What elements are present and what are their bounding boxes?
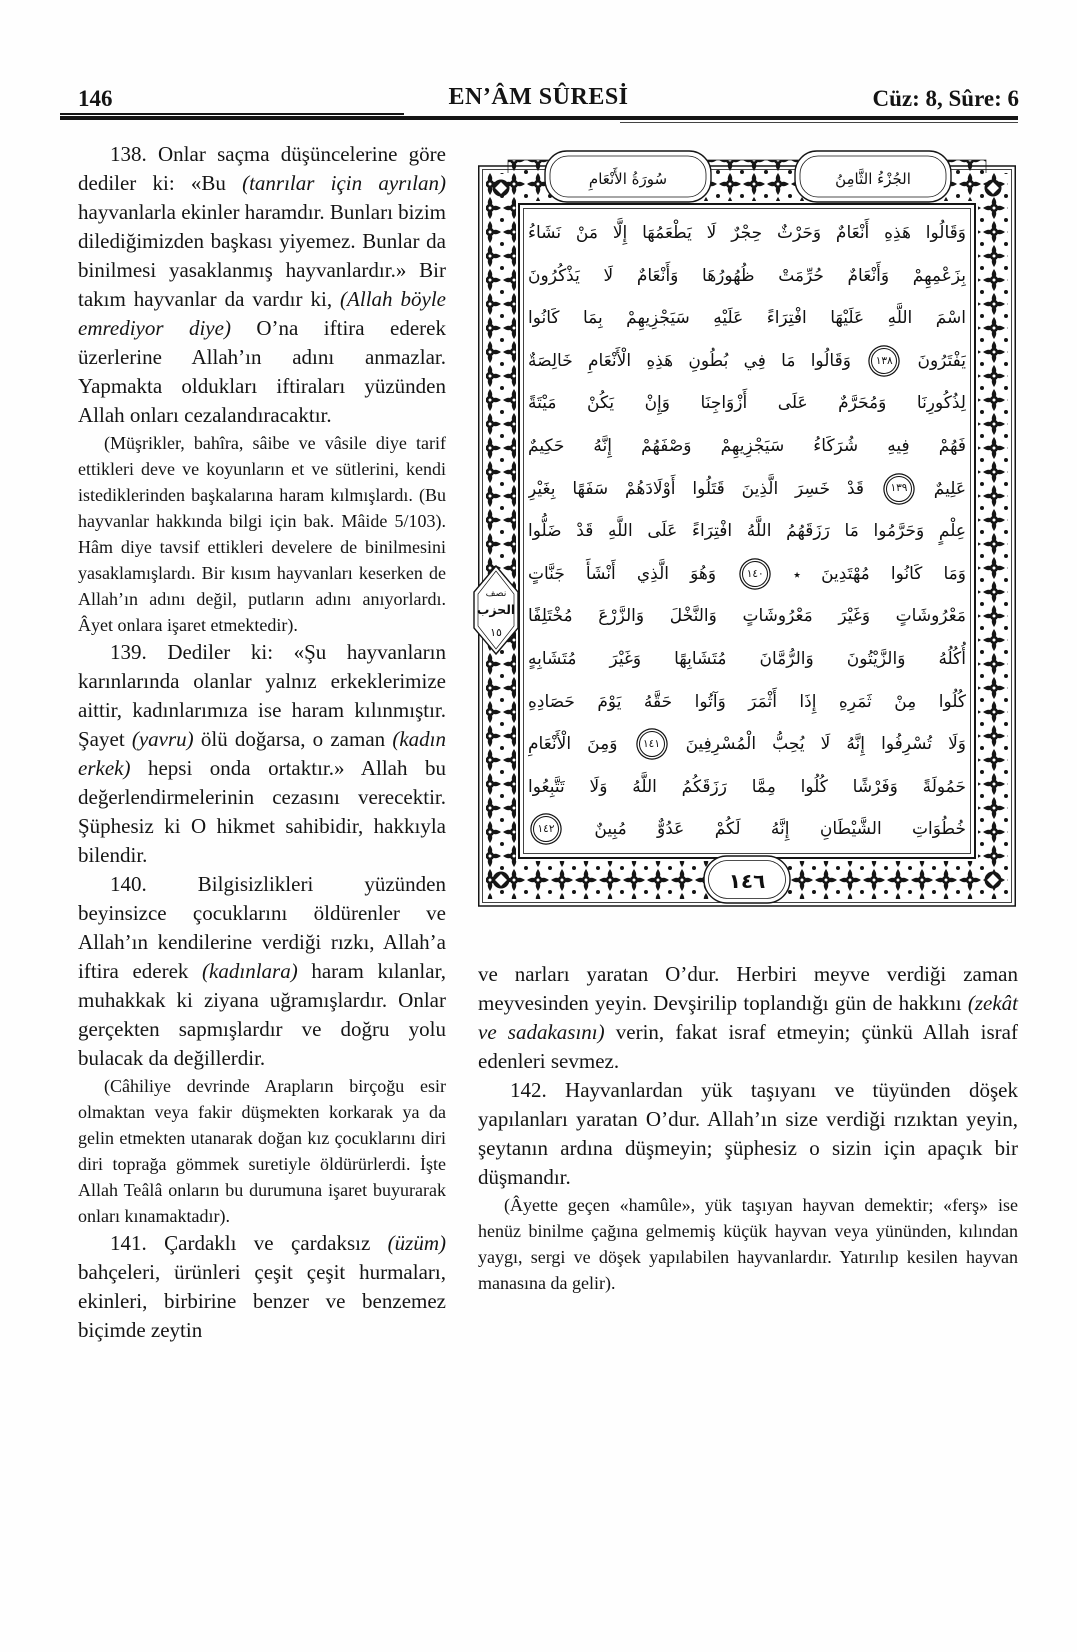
juz-cartouche-label: الجُزْءُ الثَّامِنُ (835, 170, 911, 188)
arabic-line: خُطُوَاتِ الشَّيْطَانِ إِنَّهُ لَكُمْ عَدُوٌّ مُبِينٌ ١٤٢ (528, 808, 966, 851)
verse-paragraph: 142. Hayvanlardan yük taşıyanı ve tüyünden döşek yapılanları yaratan O’dur. Allah’ın size verdiği rızıktan yeyin, şeytanın ardına düşmeyin; şüphesiz o sizin için apaçık bir düşmandır. (478, 1078, 1018, 1189)
translation-left-column (78, 140, 446, 1345)
surah-cartouche-label: سُورَةُ الأَنْعَامِ (588, 170, 668, 188)
arabic-line: كُلُوا مِنْ ثَمَرِهِ إِذَا أَثْمَرَ وَآتُوا حَقَّهُ يَوْمَ حَصَادِهِ (528, 691, 966, 712)
border-band-right (978, 173, 1008, 899)
mushaf-page-number: ١٤٦ (728, 869, 766, 893)
verse-paragraph: 140. Bilgisizlikleri yüzünden beyinsizce çocuklarını öldürenler ve Allah’ın kendilerine verdiği rızkı, Allah’a iftira ederek (kadınlara) haram kılanlar, muhakkak ki ziyana uğramışlardır. Onlar gerçekten sapmışlardır ve doğru yolu bulacak da değillerdir. (78, 872, 446, 1070)
ayah-number-marker: ١٣٨ (871, 348, 897, 374)
ayah-number-marker: ١٤١ (639, 731, 665, 757)
arabic-line: يَفْتَرُونَ ١٣٨ وَقَالُوا مَا فِي بُطُونِ هَذِهِ الْأَنْعَامِ خَالِصَةٌ (528, 340, 966, 383)
mushaf-page-number-cartouche (704, 856, 790, 903)
arabic-line: حَمُولَةً وَفَرْشًا كُلُوا مِمَّا رَزَقَكُمُ اللَّهُ وَلَا تَتَّبِعُوا (528, 776, 966, 797)
hizb-medallion-line1: نصف (485, 588, 507, 599)
arabic-text-block (528, 212, 966, 852)
arabic-line: وَمَا كَانُوا مُهْتَدِينَ ٭ ١٤٠ وَهُوَ الَّذِي أَنْشَأَ جَنَّاتٍ (528, 553, 966, 596)
rub-el-hizb-star: ٭ (773, 566, 822, 583)
arabic-line: فَهُمْ فِيهِ شُرَكَاءُ سَيَجْزِيهِمْ وَصْفَهُمْ إِنَّهُ حَكِيمٌ (528, 435, 966, 456)
surah-cartouche (545, 151, 711, 202)
arabic-line: وَلَا تُسْرِفُوا إِنَّهُ لَا يُحِبُّ الْمُسْرِفِينَ ١٤١ وَمِنَ الْأَنْعَامِ (528, 723, 966, 766)
commentary-paragraph: (Câhiliye devrinde Arapların birçoğu esir olmaktan veya fakir düşmekten korkarak ya da gelin etmekten utanarak doğan kız çocuklarını diri diri toprağa gömmek suretiyle öldürürlerdi. İşte Allah Teâlâ onların bu durumuna işaret buyurarak onları kınamaktadır). (78, 1076, 446, 1226)
arabic-line: عَلِيمٌ ١٣٩ قَدْ خَسِرَ الَّذِينَ قَتَلُوا أَوْلَادَهُمْ سَفَهًا بِغَيْرِ (528, 468, 966, 511)
ayah-number-marker: ١٤٠ (742, 561, 768, 587)
header-rule-thin (60, 113, 404, 115)
arabic-line: بِزَعْمِهِمْ وَأَنْعَامٌ حُرِّمَتْ ظُهُورُهَا وَأَنْعَامٌ لَا يَذْكُرُونَ (528, 265, 966, 286)
hizb-medallion-line2: الحزب (476, 602, 516, 617)
commentary-paragraph: (Âyette geçen «hamûle», yük taşıyan hayvan demektir; «ferş» ise henüz binilme çağına gelmemiş küçük hayvan veya yününden, kılından yaygı, sergi ve döşek yapılabilen hayvanlardır. Yatırılıp kesilen hayvan manasına da gelir). (478, 1195, 1018, 1293)
verse-paragraph: 138. Onlar saçma düşüncelerine göre dediler ki: «Bu (tanrılar için ayrılan) hayvanlarla ekinler haramdır. Bunları bizim dilediğimizden başkası yiyemez. Bunlar da binilmesi yasaklanmış hayvanlardır.» Bir takım hayvanlar da vardır ki, (Allah böyle emrediyor diye) O’na iftira ederek üzerlerine Allah’ın adını anmazlar. Yapmakta oldukları iftiraları yüzünden Allah onları cezalandıracaktır. (78, 142, 446, 427)
juz-sura-info: Cüz: 8, Sûre: 6 (872, 86, 1019, 111)
arabic-line: اسْمَ اللَّهِ عَلَيْهَا افْتِرَاءً عَلَيْهِ سَيَجْزِيهِمْ بِمَا كَانُوا (528, 308, 966, 329)
arabic-line: لِذُكُورِنَا وَمُحَرَّمٌ عَلَى أَزْوَاجِنَا وَإِنْ يَكُنْ مَيْتَةً (528, 393, 966, 414)
verse-paragraph: 141. Çardaklı ve çardaksız (üzüm) bahçeleri, ürünleri çeşit çeşit hurmaları, ekinleri, birbirine benzer ve benzemez biçimde zeytin (78, 1231, 446, 1342)
header-rule-sub (620, 122, 1018, 123)
arabic-line: وَقَالُوا هَذِهِ أَنْعَامٌ وَحَرْثٌ حِجْرٌ لَا يَطْعَمُهَا إِلَّا مَنْ نَشَاءُ (528, 223, 966, 243)
border-band-left (486, 173, 516, 899)
verse-paragraph: ve narları yaratan O’dur. Herbiri meyve verdiği zaman meyvesinden yeyin. Devşirilip toplandığı gün de hakkını (zekât ve sadakasını) verin, fakat israf etmeyin; çünkü Allah israf edenleri sevmez. (478, 962, 1018, 1073)
arabic-line: أُكُلُهُ وَالزَّيْتُونَ وَالرُّمَّانَ مُتَشَابِهًا وَغَيْرَ مُتَشَابِهٍ (528, 648, 966, 669)
mushaf-page (478, 148, 1016, 908)
header-rule-thick (60, 116, 1018, 120)
translation-right-column (478, 960, 1018, 1296)
arabic-line: عِلْمٍ وَحَرَّمُوا مَا رَزَقَهُمُ اللَّهُ افْتِرَاءً عَلَى اللَّهِ قَدْ ضَلُّوا (528, 521, 966, 542)
hizb-medallion-line3: ١٥ (490, 626, 502, 639)
ayah-number-marker: ١٣٩ (886, 476, 912, 502)
verse-paragraph: 139. Dediler ki: «Şu hayvanların karınlarında olanlar yalnız erkeklerimize aittir, kadınlarımıza ise haram kılınmıştır. Şayet (yavru) ölü doğarsa, o zaman (kadın erkek) hepsi onda ortaktır.» Allah bu değerlendirmelerinin cezasını verecektir. Şüphesiz ki O hikmet sahibidir, hakkıyla bilendir. (78, 640, 446, 867)
page-number: 146 (78, 86, 113, 111)
ayah-number-marker: ١٤٢ (533, 816, 559, 842)
page-title: EN’ÂM SÛRESİ (448, 84, 629, 110)
juz-cartouche (795, 151, 951, 202)
arabic-line: مَعْرُوشَاتٍ وَغَيْرَ مَعْرُوشَاتٍ وَالنَّخْلَ وَالزَّرْعَ مُخْتَلِفًا (528, 606, 966, 627)
commentary-paragraph: (Müşrikler, bahîra, sâibe ve vâsile diye tarif ettikleri deve ve koyunların et ve sütlerini, kendi istediklerinden başkalarına haram kılmışlardı. (Bu hayvanlar hakkında bilgi için bak. Mâide 5/103). Hâm diye tavsif ettikleri develere de binilmesini yasaklamışlardı. Bir kısım hayvanları keserken de Allah’ın adını değil, putların adını anıyorlardı. Âyet onlara işaret etmektedir). (78, 433, 446, 635)
